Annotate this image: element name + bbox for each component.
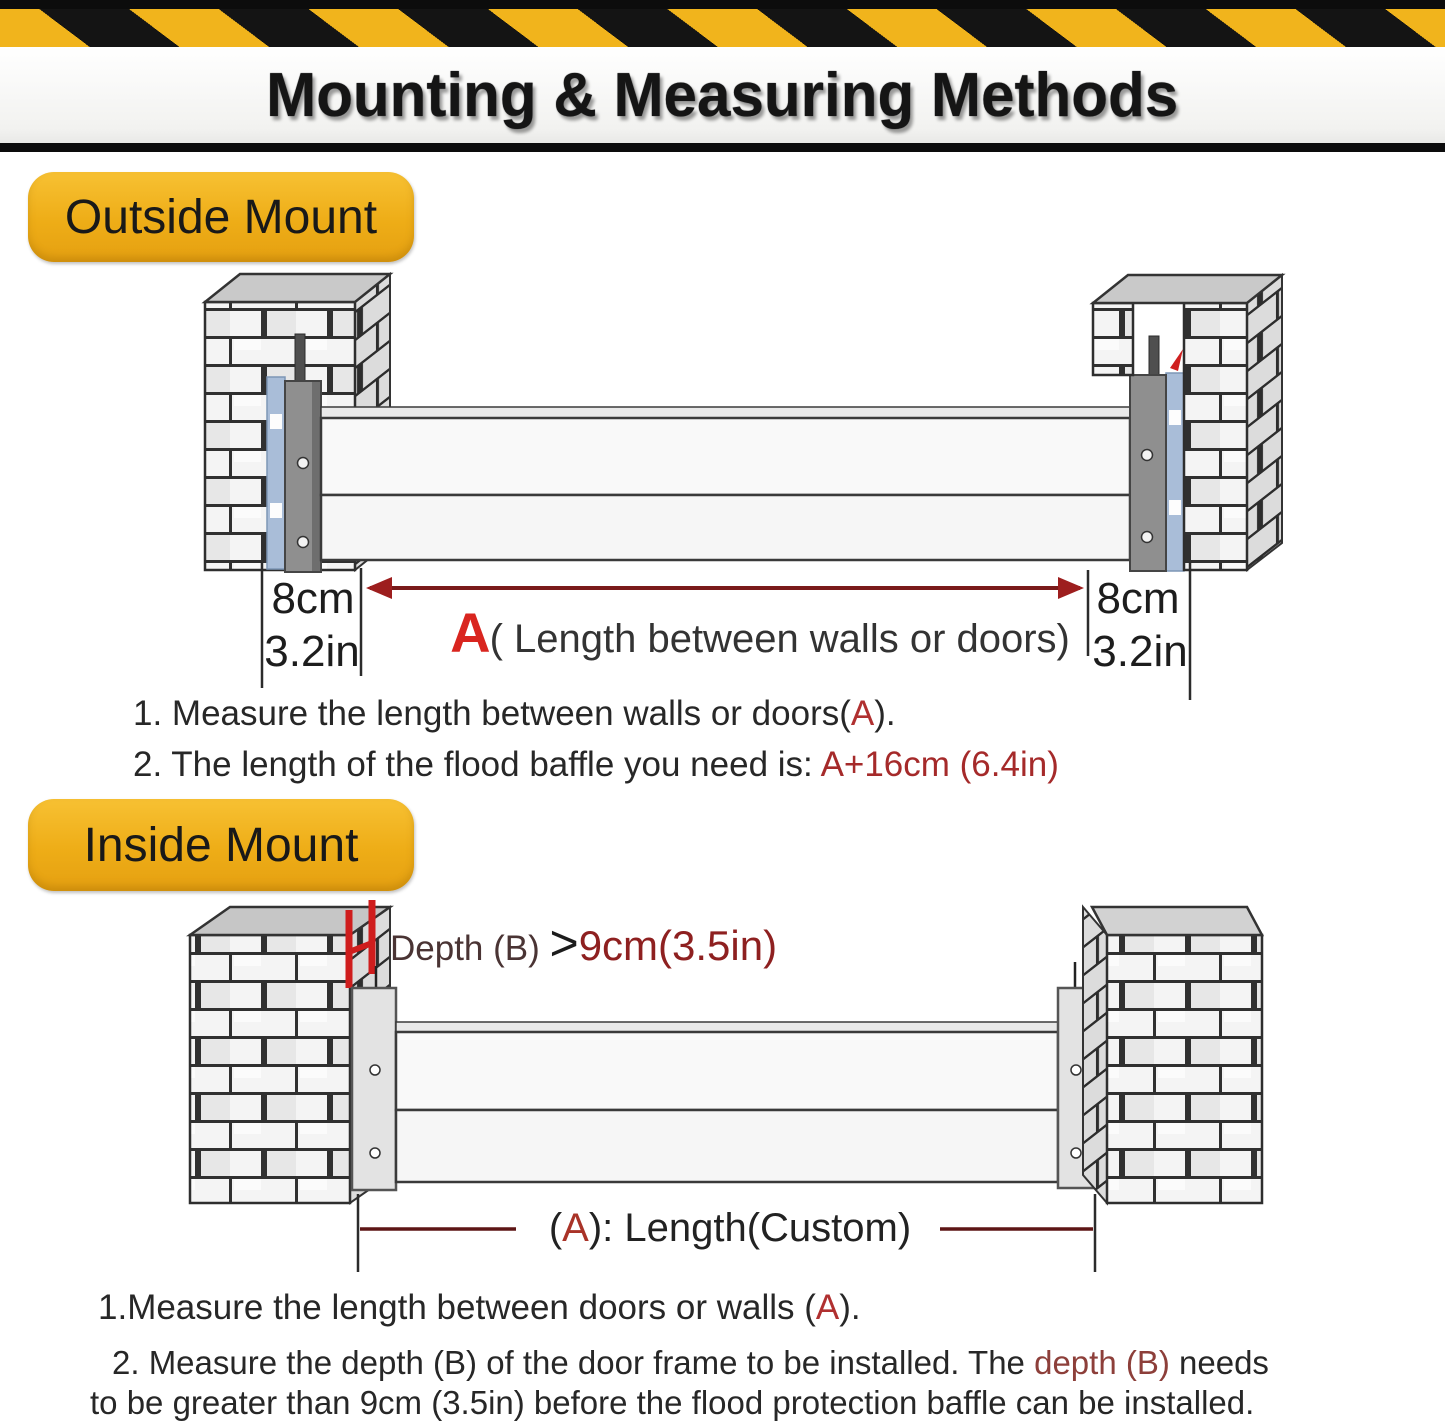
outside-step-2-text: 2. The length of the flood baffle you need is: (133, 745, 821, 784)
screw-hole (1142, 450, 1153, 461)
board-top-face (396, 1022, 1058, 1032)
anchor-pin (1149, 336, 1159, 378)
outside-right-pillar-front (1184, 303, 1247, 570)
outside-step-2 (133, 745, 1059, 785)
outside-span-arrow (366, 577, 1084, 599)
board-lower (321, 495, 1130, 560)
channel-bar (352, 988, 396, 1190)
inside-step-1-letter: A (815, 1288, 840, 1327)
outside-left-offset-in: 3.2in (264, 627, 360, 676)
outside-step-1 (133, 694, 896, 734)
length-letter-a: A (562, 1206, 589, 1250)
span-letter-a: A (450, 601, 490, 664)
arrowhead-left (366, 577, 392, 599)
outside-right-offset-cm: 8cm (1096, 574, 1180, 623)
inside-right-pillar (1083, 907, 1262, 1203)
screw-hole (1142, 532, 1153, 543)
outside-right-pillar-cap (1093, 275, 1282, 303)
red-alignment-mark (1170, 349, 1183, 371)
board-upper (321, 418, 1130, 495)
outside-right-pillar-front-upper (1093, 303, 1133, 375)
gasket-dot (270, 503, 282, 518)
outside-mount-badge: Outside Mount (28, 172, 414, 262)
inside-step-2-highlight: depth (B) (1034, 1344, 1170, 1381)
screw-hole (298, 537, 309, 548)
outside-right-offset-in: 3.2in (1092, 627, 1188, 676)
inside-right-pillar-front (1107, 935, 1262, 1203)
gasket-dot (1169, 410, 1181, 425)
inside-left-channel (352, 988, 396, 1190)
board-lower (396, 1110, 1058, 1182)
inside-step-2-suffix: needs (1169, 1344, 1269, 1381)
blue-gasket-strip (1166, 373, 1184, 571)
inside-step-2-text: 2. Measure the depth (B) of the door frame to be installed. The (112, 1344, 1035, 1381)
screw-hole (1071, 1065, 1081, 1075)
span-label-text: ( Length between walls or doors) (489, 617, 1070, 661)
board-upper (396, 1032, 1058, 1110)
board-top-face (321, 407, 1130, 418)
inside-step-1 (98, 1288, 861, 1328)
outside-step-2-highlight: A+16cm (6.4in) (820, 745, 1059, 784)
depth-requirement-label (390, 914, 777, 972)
outside-barrier-boards (321, 407, 1130, 560)
greater-than-sign: > (549, 915, 579, 971)
anchor-pin (295, 334, 305, 382)
page-title: Mounting & Measuring Methods (266, 60, 1179, 130)
inside-step-2-line-2: to be greater than 9cm (3.5in) before the flood protection baffle can be installed. (90, 1384, 1255, 1421)
outside-right-bracket (1130, 336, 1184, 571)
depth-label-text: Depth (B) (390, 929, 550, 968)
length-suffix: ): Length(Custom) (588, 1206, 912, 1250)
screw-hole (1071, 1148, 1081, 1158)
arrowhead-right (1058, 577, 1084, 599)
screw-hole (298, 458, 309, 469)
outside-span-label (430, 600, 1090, 665)
outside-left-offset-cm: 8cm (271, 574, 355, 623)
outside-step-1-letter: A (850, 694, 875, 733)
gasket-dot (270, 414, 282, 429)
inside-right-pillar-side (1083, 907, 1107, 1203)
outside-left-pillar-cap (205, 274, 390, 302)
screw-hole (370, 1065, 380, 1075)
inside-mount-badge: Inside Mount (28, 799, 414, 891)
inside-step-1-text: 1.Measure the length between doors or walls ( (98, 1288, 816, 1327)
outside-step-1-suffix: ). (874, 694, 896, 733)
inside-barrier-boards (396, 1022, 1058, 1182)
gasket-dot (1169, 500, 1181, 515)
outside-right-pillar-side (1247, 275, 1282, 570)
inside-step-2-line-1 (112, 1344, 1269, 1382)
outside-step-1-text: 1. Measure the length between walls or doors( (133, 694, 851, 733)
length-prefix: ( (548, 1206, 563, 1250)
channel-shade (312, 382, 320, 571)
inside-right-pillar-cap (1092, 907, 1262, 935)
depth-value: 9cm(3.5in) (578, 922, 778, 969)
inside-left-pillar-front (190, 935, 350, 1203)
inside-length-label (505, 1206, 955, 1251)
inside-step-1-suffix: ). (839, 1288, 861, 1327)
blue-gasket-strip (267, 377, 285, 569)
screw-hole (370, 1148, 380, 1158)
